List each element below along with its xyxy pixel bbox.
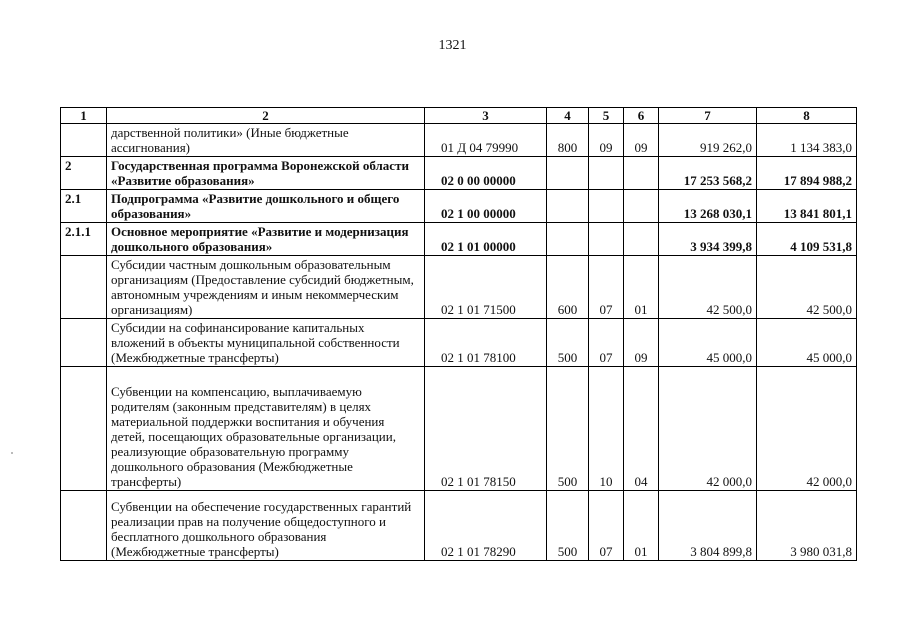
row-number xyxy=(61,319,107,367)
row-number: 2.1.1 xyxy=(61,223,107,256)
row-amount-col7: 13 268 030,1 xyxy=(659,190,757,223)
row-amount-col7: 17 253 568,2 xyxy=(659,157,757,190)
row-amount-col7: 42 000,0 xyxy=(659,367,757,491)
table-row xyxy=(61,367,857,491)
row-subsection: 01 xyxy=(624,256,659,319)
row-amount-col8: 1 134 383,0 xyxy=(757,124,857,157)
column-header: 3 xyxy=(425,108,547,124)
row-description: Субсидии частным дошкольным образовательным организациям (Предоставление субсидий бюджетным, автономным учреждениям и иным некоммерческим организациям) xyxy=(107,256,425,319)
row-number xyxy=(61,491,107,561)
row-section: 09 xyxy=(589,124,624,157)
row-subsection: 09 xyxy=(624,319,659,367)
row-amount-col7: 3 934 399,8 xyxy=(659,223,757,256)
row-amount-col7: 45 000,0 xyxy=(659,319,757,367)
row-amount-col8: 13 841 801,1 xyxy=(757,190,857,223)
row-description: Подпрограмма «Развитие дошкольного и общего образования» xyxy=(107,190,425,223)
row-amount-col7: 919 262,0 xyxy=(659,124,757,157)
row-amount-col8: 42 500,0 xyxy=(757,256,857,319)
row-subsection xyxy=(624,157,659,190)
column-header: 1 xyxy=(61,108,107,124)
row-section: 07 xyxy=(589,256,624,319)
row-code: 02 1 01 00000 xyxy=(425,223,547,256)
row-subsection xyxy=(624,190,659,223)
table-row xyxy=(61,319,857,367)
table-row xyxy=(61,223,857,256)
row-amount-col8: 3 980 031,8 xyxy=(757,491,857,561)
table-row xyxy=(61,190,857,223)
table-row xyxy=(61,157,857,190)
row-expense-type: 600 xyxy=(547,256,589,319)
row-amount-col7: 42 500,0 xyxy=(659,256,757,319)
row-code: 02 0 00 00000 xyxy=(425,157,547,190)
column-header: 7 xyxy=(659,108,757,124)
column-header: 4 xyxy=(547,108,589,124)
row-expense-type xyxy=(547,190,589,223)
row-amount-col8: 4 109 531,8 xyxy=(757,223,857,256)
scan-artifact xyxy=(11,452,13,454)
row-number: 2 xyxy=(61,157,107,190)
row-description: Субсидии на софинансирование капитальных вложений в объекты муниципальной собственности (Межбюджетные трансферты) xyxy=(107,319,425,367)
row-number xyxy=(61,124,107,157)
row-amount-col8: 45 000,0 xyxy=(757,319,857,367)
row-code: 02 1 01 78150 xyxy=(425,367,547,491)
row-section xyxy=(589,223,624,256)
row-code: 02 1 01 78290 xyxy=(425,491,547,561)
row-section: 07 xyxy=(589,491,624,561)
row-subsection: 04 xyxy=(624,367,659,491)
row-amount-col7: 3 804 899,8 xyxy=(659,491,757,561)
row-code: 02 1 00 00000 xyxy=(425,190,547,223)
row-expense-type: 500 xyxy=(547,319,589,367)
row-description: Государственная программа Воронежской области «Развитие образования» xyxy=(107,157,425,190)
row-number xyxy=(61,256,107,319)
row-expense-type xyxy=(547,223,589,256)
row-description: Основное мероприятие «Развитие и модернизация дошкольного образования» xyxy=(107,223,425,256)
table-row xyxy=(61,491,857,561)
table-row xyxy=(61,124,857,157)
table-row xyxy=(61,256,857,319)
row-expense-type: 800 xyxy=(547,124,589,157)
column-header: 5 xyxy=(589,108,624,124)
column-header: 2 xyxy=(107,108,425,124)
row-number: 2.1 xyxy=(61,190,107,223)
row-code: 01 Д 04 79990 xyxy=(425,124,547,157)
table-header-row xyxy=(61,108,857,124)
row-subsection xyxy=(624,223,659,256)
row-description: дарственной политики» (Иные бюджетные ассигнования) xyxy=(107,124,425,157)
row-description: Субвенции на обеспечение государственных гарантий реализации прав на получение общедоступного и бесплатного дошкольного образования (Межбюджетные трансферты) xyxy=(107,491,425,561)
row-section xyxy=(589,157,624,190)
row-amount-col8: 17 894 988,2 xyxy=(757,157,857,190)
row-section: 07 xyxy=(589,319,624,367)
row-subsection: 09 xyxy=(624,124,659,157)
row-amount-col8: 42 000,0 xyxy=(757,367,857,491)
row-section: 10 xyxy=(589,367,624,491)
row-description: Субвенции на компенсацию, выплачиваемую родителям (законным представителям) в целях материальной поддержки воспитания и обучения детей, посещающих образовательные организации, реализующие образовательную программу дошкольного образования (Межбюджетные трансферты) xyxy=(107,367,425,491)
row-code: 02 1 01 71500 xyxy=(425,256,547,319)
row-section xyxy=(589,190,624,223)
budget-table xyxy=(60,107,857,561)
row-expense-type: 500 xyxy=(547,367,589,491)
column-header: 8 xyxy=(757,108,857,124)
column-header: 6 xyxy=(624,108,659,124)
row-subsection: 01 xyxy=(624,491,659,561)
row-code: 02 1 01 78100 xyxy=(425,319,547,367)
page-number: 1321 xyxy=(438,38,467,53)
row-expense-type: 500 xyxy=(547,491,589,561)
row-number xyxy=(61,367,107,491)
row-expense-type xyxy=(547,157,589,190)
